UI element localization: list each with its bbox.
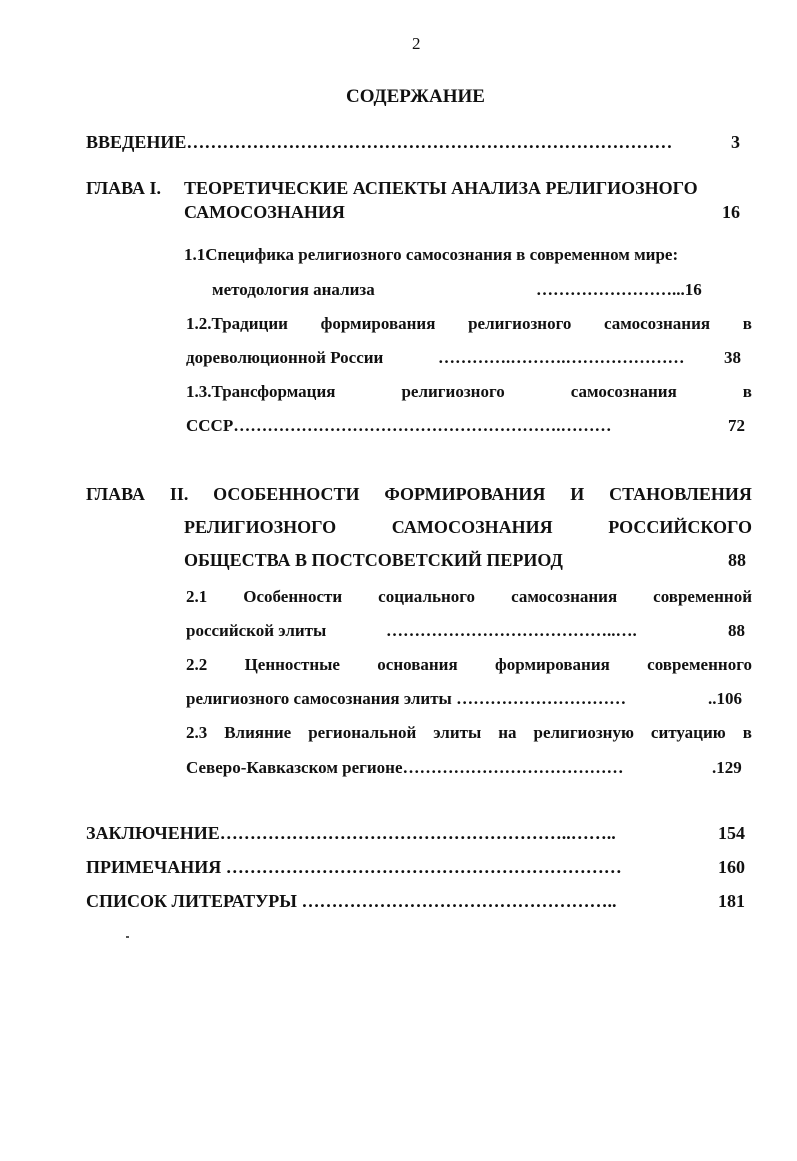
word: Ценностные [244, 655, 340, 674]
dot-leader: ………………………………… [402, 758, 624, 777]
word: самосознания [570, 382, 677, 401]
word: основания [377, 655, 458, 674]
word: в [742, 723, 752, 742]
toc-entry-conclusion[interactable] [86, 823, 616, 844]
section-2-2-line1[interactable] [186, 655, 752, 675]
word: формирования [320, 314, 436, 333]
chapter-1-page: 16 [722, 202, 740, 222]
word: религиозного [468, 314, 572, 333]
word: в [742, 382, 752, 401]
toc-label: СПИСОК ЛИТЕРАТУРЫ [86, 891, 297, 911]
toc-label: ПРИМЕЧАНИЯ [86, 857, 222, 877]
word: социального [378, 587, 476, 606]
chapter-2-title-line3[interactable]: ОБЩЕСТВА В ПОСТСОВЕТСКИЙ ПЕРИОД [184, 550, 563, 570]
word: самосознания [604, 314, 711, 333]
word: 1.2.Традиции [186, 314, 288, 333]
section-2-2-page: ..106 [708, 689, 742, 708]
section-2-3-line2[interactable] [186, 758, 624, 778]
bibliography-page: 181 [718, 891, 745, 911]
notes-page: 160 [718, 857, 745, 877]
dot-leader: …………………………………………………..…….. [219, 823, 616, 843]
word: религиозную [533, 723, 634, 742]
toc-label: СССР [186, 416, 234, 435]
word: РОССИЙСКОГО [608, 517, 752, 537]
word: Влияние [224, 723, 292, 742]
section-1-1-page: ……………………...16 [536, 280, 702, 299]
conclusion-page: 154 [718, 823, 745, 843]
word: ситуацию [650, 723, 726, 742]
word: современной [653, 587, 752, 606]
word: РЕЛИГИОЗНОГО [184, 517, 337, 537]
toc-label: ВВЕДЕНИЕ [86, 132, 187, 152]
word: в [742, 314, 752, 333]
word: элиты [433, 723, 482, 742]
chapter-1-title-line1[interactable]: ТЕОРЕТИЧЕСКИЕ АСПЕКТЫ АНАЛИЗА РЕЛИГИОЗНОГО [184, 178, 698, 198]
dot-leader: ………………………… [456, 689, 627, 708]
section-2-1-leader: …………………………………..…. [386, 621, 637, 640]
page-title: СОДЕРЖАНИЕ [346, 86, 485, 107]
chapter-1-title-line2[interactable]: САМОСОЗНАНИЯ [184, 202, 345, 222]
toc-entry-notes[interactable] [86, 857, 622, 878]
word: 2.2 [186, 655, 208, 674]
word: современного [647, 655, 752, 674]
word: 2.3 [186, 723, 208, 742]
chapter-2-title-line2[interactable] [184, 517, 752, 538]
toc-label: Северо-Кавказском регионе [186, 758, 403, 777]
page-number: 2 [412, 34, 421, 53]
word: религиозного [401, 382, 505, 401]
section-1-2-page: 38 [724, 348, 741, 367]
word: СТАНОВЛЕНИЯ [609, 484, 752, 504]
dot-leader: …………………………………………….. [301, 891, 617, 911]
section-1-3-line1[interactable] [186, 382, 752, 402]
word: на [498, 723, 517, 742]
word: II. [169, 484, 189, 504]
scan-speck [126, 936, 129, 938]
word: ОСОБЕННОСТИ [213, 484, 360, 504]
section-1-2-leader: ………….……….………………… [438, 348, 685, 367]
chapter-2-page: 88 [728, 550, 746, 570]
section-2-2-line2[interactable] [186, 689, 626, 709]
word: самосознания [511, 587, 618, 606]
toc-label: ЗАКЛЮЧЕНИЕ [86, 823, 220, 843]
section-1-1-line2[interactable]: методология анализа [212, 280, 375, 299]
word: И [570, 484, 585, 504]
dot-leader: ………………………………………………….……… [233, 416, 612, 435]
section-2-1-line1[interactable] [186, 587, 752, 607]
toc-entry-bibliography[interactable] [86, 891, 616, 912]
word: 2.1 [186, 587, 208, 606]
page-ref: 3 [731, 132, 740, 152]
section-2-1-page: 88 [728, 621, 745, 640]
word: САМОСОЗНАНИЯ [391, 517, 553, 537]
section-1-2-line1[interactable] [186, 314, 752, 334]
section-2-1-line2[interactable]: российской элиты [186, 621, 327, 640]
dot-leader: ……………………………………………………………………… [186, 132, 673, 152]
chapter-2-title-line1[interactable] [86, 484, 752, 505]
word: Особенности [243, 587, 343, 606]
word: региональной [308, 723, 417, 742]
word: ГЛАВА [86, 484, 146, 504]
section-1-2-line2[interactable]: дореволюционной России [186, 348, 384, 367]
toc-entry-intro[interactable] [86, 132, 746, 153]
toc-label: религиозного самосознания элиты [186, 689, 452, 708]
dot-leader: ………………………………………………………… [225, 857, 622, 877]
word: ФОРМИРОВАНИЯ [384, 484, 546, 504]
chapter-1-prefix: ГЛАВА I. [86, 178, 162, 198]
word: формирования [495, 655, 610, 674]
section-2-3-line1[interactable] [186, 723, 752, 743]
section-1-1-line1[interactable]: 1.1Специфика религиозного самосознания в современном мире: [184, 245, 679, 264]
section-2-3-page: .129 [712, 758, 742, 777]
section-1-3-page: 72 [728, 416, 745, 435]
word: 1.3.Трансформация [186, 382, 336, 401]
section-1-3-line2[interactable] [186, 416, 611, 436]
